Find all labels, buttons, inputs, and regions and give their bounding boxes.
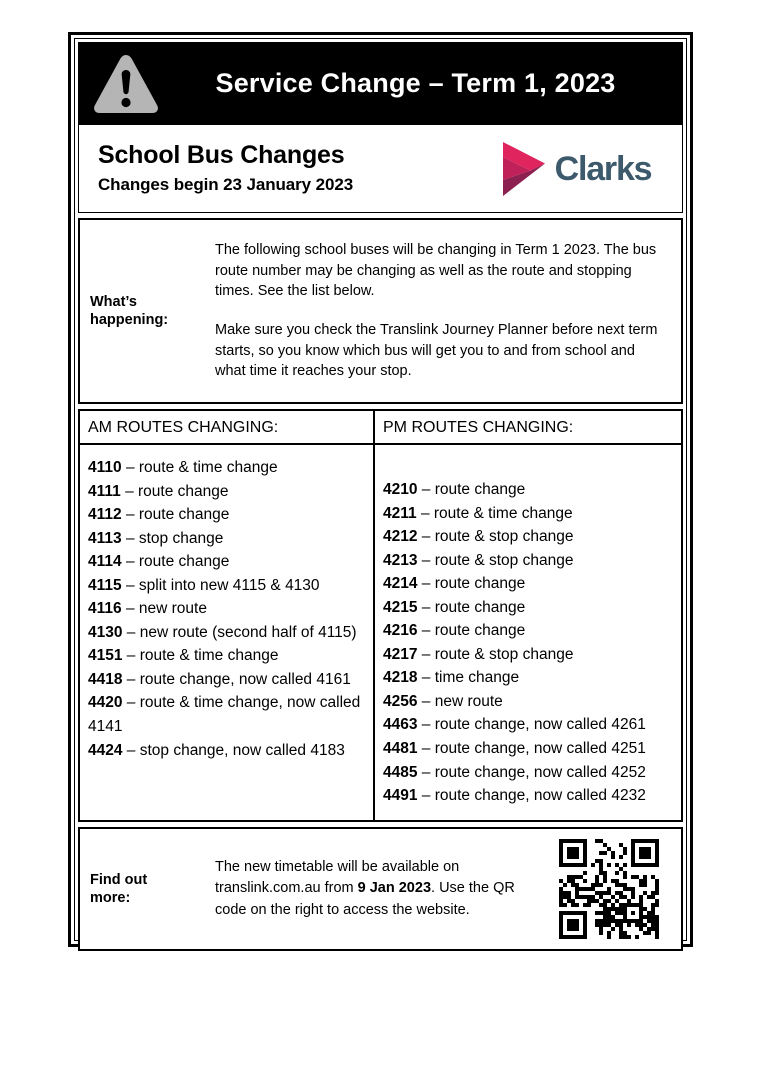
page-title: School Bus Changes: [98, 141, 345, 170]
route-number: 4420: [88, 694, 123, 712]
route-list-item: [383, 784, 673, 808]
route-list-item: [88, 739, 365, 763]
route-change-description: – route & stop change: [417, 551, 574, 569]
route-list-item: [88, 644, 365, 668]
am-routes-column: [80, 411, 373, 820]
find-out-more-block: [78, 827, 683, 951]
route-change-description: – route change: [417, 598, 526, 616]
route-list-item: [88, 597, 365, 621]
whats-happening-block: [78, 218, 683, 404]
route-change-description: – new route: [121, 600, 207, 618]
am-routes-header: AM ROUTES CHANGING:: [80, 411, 373, 445]
route-list-item: [88, 691, 365, 738]
route-change-description: – route change: [121, 553, 230, 571]
route-number: 4151: [88, 647, 123, 665]
route-number: 4116: [88, 600, 122, 618]
route-number: 4216: [383, 622, 418, 640]
route-number: 4111: [88, 482, 121, 500]
route-number: 4218: [383, 669, 418, 687]
route-list-item: [88, 456, 365, 480]
route-number: 4463: [383, 716, 418, 734]
notice-subheader: [78, 125, 683, 213]
route-list-item: [88, 574, 365, 598]
find-out-more-body: [215, 857, 557, 920]
route-change-description: – split into new 4115 & 4130: [121, 576, 320, 594]
route-list-item: [383, 666, 673, 690]
route-list-item: [88, 621, 365, 645]
route-change-description: – time change: [417, 669, 520, 687]
route-number: 4112: [88, 506, 122, 524]
route-change-description: – route change: [121, 506, 230, 524]
route-change-description: – route & stop change: [417, 645, 574, 663]
route-change-description: – route & time change, now called 4141: [88, 694, 361, 736]
route-list-item: [383, 643, 673, 667]
route-change-description: – route change, now called 4161: [122, 670, 351, 688]
find-out-more-text-part1: The new timetable will be available on translink.com.au from: [215, 859, 460, 897]
route-change-description: – route & time change: [122, 647, 279, 665]
route-change-description: – stop change: [121, 529, 224, 547]
find-out-more-label: [80, 871, 215, 907]
route-number: 4215: [383, 598, 418, 616]
route-change-description: – route change: [417, 575, 526, 593]
qr-code-icon[interactable]: [557, 839, 661, 939]
route-number: 4113: [88, 529, 122, 547]
find-out-more-date: 9 Jan 2023: [357, 880, 432, 897]
route-number: 4491: [383, 787, 418, 805]
chevron-arrow-logo-mark: [501, 141, 547, 197]
route-number: 4114: [88, 553, 122, 571]
route-list-item: [383, 502, 673, 526]
route-change-description: – new route: [417, 692, 503, 710]
route-list-item: [383, 596, 673, 620]
pm-routes-header: PM ROUTES CHANGING:: [375, 411, 681, 445]
route-list-item: [383, 549, 673, 573]
route-change-description: – route change, now called 4261: [417, 716, 646, 734]
route-list-item: [383, 525, 673, 549]
find-out-more-text: [215, 857, 547, 920]
clarks-wordmark: Clarks: [554, 149, 652, 188]
route-number: 4110: [88, 459, 122, 476]
route-change-description: – route change: [417, 622, 526, 640]
header-title: Service Change – Term 1, 2023: [215, 68, 616, 98]
notice-page: [68, 32, 693, 947]
route-number: 4485: [383, 763, 418, 781]
notice-header: [78, 42, 683, 125]
route-number: 4217: [383, 645, 418, 663]
route-change-description: – route change, now called 4252: [417, 763, 646, 781]
whats-happening-label-line2: happening:: [90, 312, 169, 328]
whats-happening-paragraph-2: Make sure you check the Translink Journey Planner before next term starts, so you know which bus will get you to and from school and what time it reaches your stop.: [215, 322, 658, 380]
route-change-description: – route change: [120, 482, 229, 500]
clarks-logo: [484, 133, 668, 205]
routes-table: [78, 409, 683, 822]
route-change-description: – route change, now called 4232: [417, 787, 646, 805]
route-list-item: [383, 572, 673, 596]
route-list-item: [88, 550, 365, 574]
whats-happening-label-line1: What’s: [90, 293, 137, 310]
am-routes-list: [80, 445, 373, 770]
route-number: 4212: [383, 528, 418, 546]
route-change-description: – stop change, now called 4183: [122, 741, 345, 759]
subheader-text-group: [79, 142, 484, 195]
find-out-more-label-line1: Find out: [90, 871, 148, 888]
route-change-description: – route & time change: [121, 459, 278, 476]
route-number: 4214: [383, 575, 418, 593]
route-change-description: – route change: [417, 481, 526, 498]
route-number: 4481: [383, 740, 418, 758]
find-out-more-label-line2: more:: [90, 890, 131, 906]
pm-routes-list: [375, 445, 681, 816]
route-list-item: [88, 503, 365, 527]
route-list-item: [383, 737, 673, 761]
route-number: 4130: [88, 623, 123, 641]
route-list-item: [88, 480, 365, 504]
route-change-description: – route & stop change: [417, 528, 574, 546]
route-change-description: – new route (second half of 4115): [122, 623, 357, 641]
route-change-description: – route & time change: [416, 504, 573, 522]
route-number: 4211: [383, 504, 417, 522]
route-number: 4115: [88, 576, 122, 594]
whats-happening-label: [80, 293, 215, 329]
notice-page-inner-border: [74, 38, 687, 941]
route-list-item: [383, 619, 673, 643]
whats-happening-body: [215, 228, 681, 393]
route-list-item: [383, 713, 673, 737]
route-change-description: – route change, now called 4251: [417, 740, 646, 758]
route-list-item: [88, 668, 365, 692]
page-subtitle: Changes begin 23 January 2023: [98, 174, 354, 194]
route-number: 4256: [383, 692, 418, 710]
whats-happening-paragraph-1: The following school buses will be changing in Term 1 2023. The bus route number may be changing as well as the route and stopping times. See the list below.: [215, 242, 657, 300]
route-list-item: [88, 527, 365, 551]
warning-triangle-icon: [78, 53, 174, 115]
route-number: 4424: [88, 741, 123, 759]
find-out-more-text-part2: . Use the QR code on the right to access the website.: [215, 880, 515, 918]
route-number: 4213: [383, 551, 418, 569]
route-number: 4418: [88, 670, 123, 688]
route-list-item: [383, 690, 673, 714]
pm-routes-column: [373, 411, 681, 820]
route-list-item: [383, 478, 673, 502]
route-list-item: [383, 761, 673, 785]
route-number: 4210: [383, 481, 418, 498]
